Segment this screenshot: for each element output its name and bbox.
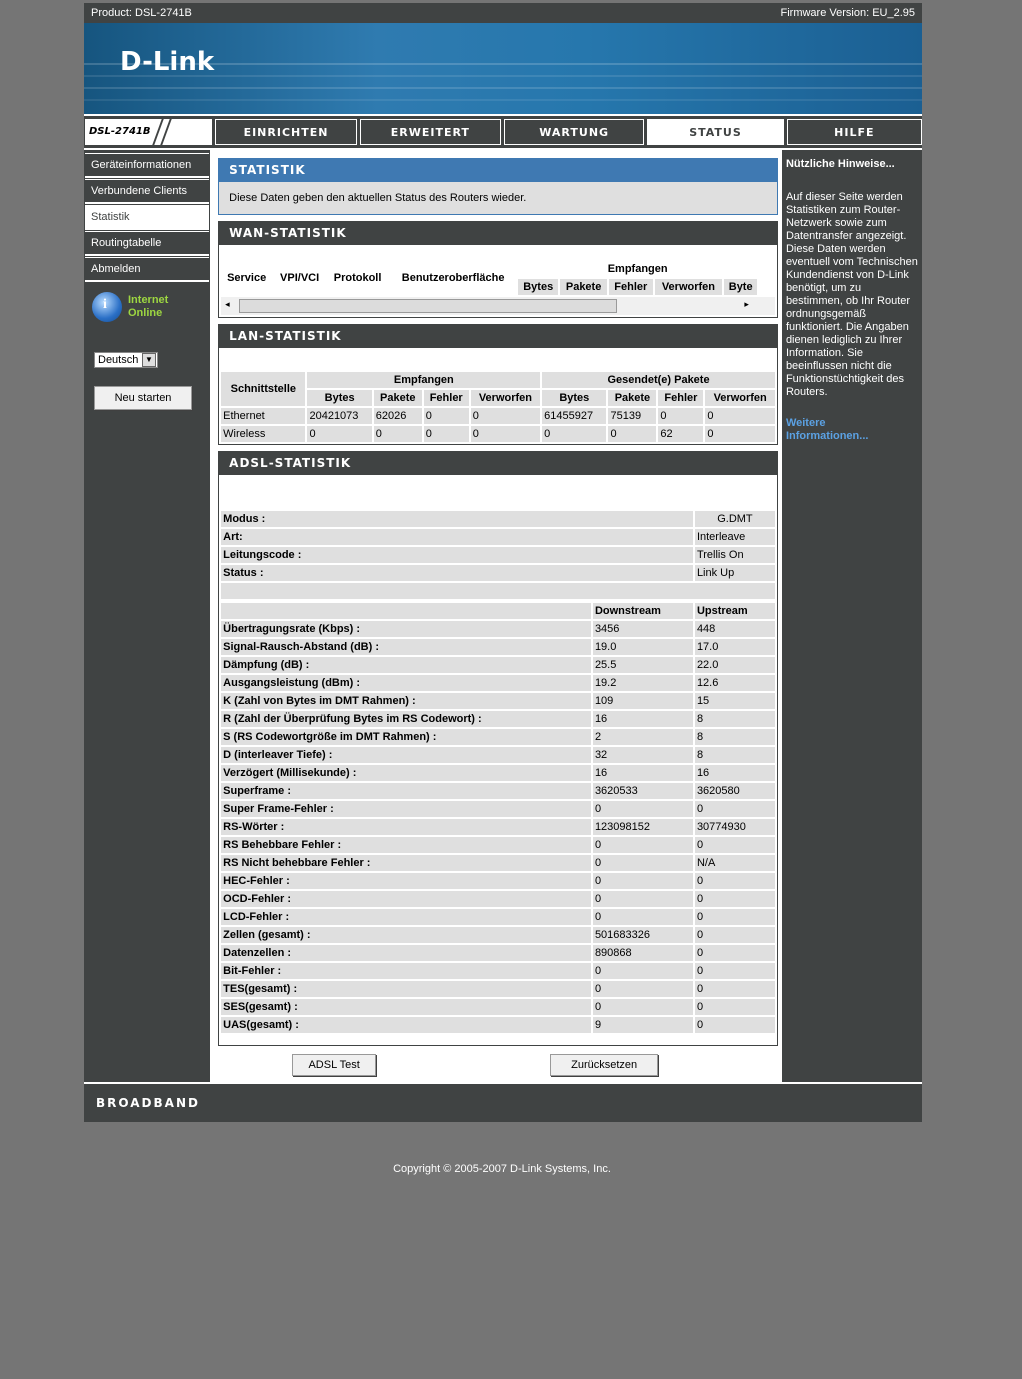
adsl-test-button[interactable]: ADSL Test [292,1054,376,1076]
adsl-stat-up: 0 [695,909,775,925]
sidebar-item-abmelden[interactable]: Abmelden [85,257,209,282]
adsl-stat-up: 8 [695,747,775,763]
lan-cell: 0 [705,408,775,424]
adsl-stat-label: Ausgangsleistung (dBm) : [221,675,591,691]
table-row [221,511,775,527]
top-bar [84,3,922,23]
restart-button[interactable]: Neu starten [94,386,192,410]
adsl-info-label: Modus : [221,511,693,527]
adsl-stat-label: S (RS Codewortgröße im DMT Rahmen) : [221,729,591,745]
tab-einrichten[interactable]: EINRICHTEN [215,119,356,145]
adsl-stat-down: 0 [593,837,693,853]
table-row [221,801,775,817]
adsl-stat-down: 3620533 [593,783,693,799]
table-row [221,855,775,871]
lan-cell: 0 [471,408,540,424]
reset-button[interactable]: Zurücksetzen [550,1054,658,1076]
adsl-stat-up: 0 [695,837,775,853]
footer-brand: BROADBAND [84,1082,922,1122]
adsl-info-label: Status : [221,565,693,581]
tab-wartung[interactable]: WARTUNG [504,119,644,145]
wan-sub-byte: Byte [724,279,757,295]
table-row [221,909,775,925]
adsl-stat-down: 19.0 [593,639,693,655]
adsl-stat-up: 0 [695,1017,775,1033]
adsl-stat-label: HEC-Fehler : [221,873,591,889]
lan-sub: Bytes [307,390,371,406]
table-row [221,547,775,563]
adsl-stat-down: 3456 [593,621,693,637]
lan-cell: 0 [658,408,703,424]
adsl-stat-up: 16 [695,765,775,781]
help-title: Nützliche Hinweise... [785,158,895,170]
firmware-label: Firmware Version: EU_2.95 [780,7,915,19]
table-row [221,981,775,997]
adsl-stat-label: RS Behebbare Fehler : [221,837,591,853]
adsl-info-value: G.DMT [695,511,775,527]
adsl-stat-label: OCD-Fehler : [221,891,591,907]
lan-cell: 0 [374,426,422,442]
adsl-info-value: Trellis On [695,547,775,563]
adsl-stat-down: 0 [593,855,693,871]
lan-sub: Bytes [542,390,606,406]
statistik-title: STATISTIK [219,159,777,182]
table-row [221,529,775,545]
sidebar-item-routingtabelle[interactable]: Routingtabelle [85,231,209,256]
adsl-h-up: Upstream [695,603,775,619]
wan-h-empfangen: Empfangen [518,261,757,277]
lan-box [218,324,778,445]
adsl-info-label: Leitungscode : [221,547,693,563]
tab-erweitert[interactable]: ERWEITERT [360,119,501,145]
adsl-stat-up: 8 [695,729,775,745]
adsl-title: ADSL-STATISTIK [219,452,777,475]
lan-h-iface: Schnittstelle [221,372,305,406]
adsl-h-down: Downstream [593,603,693,619]
lan-cell: 0 [307,426,371,442]
copyright: Copyright © 2005-2007 D-Link Systems, Inc. [393,1163,611,1175]
adsl-stat-label: K (Zahl von Bytes im DMT Rahmen) : [221,693,591,709]
table-row [221,783,775,799]
statistik-box [218,158,778,215]
help-text: Auf dieser Seite werden Statistiken zum Router-Netzwerk sowie zum Datentransfer angezeigt. Diese Daten werden eventuell vom Technischen Kundendienst von D-Link benötigt, um zu bestimmen, ob Ihr Router ordnungsgemäß funktioniert. Die Angaben dienen lediglich zu Ihrer Information. Sie beeinflussen nicht die Funktionstüchtigkeit des Routers. [785,191,918,398]
table-row [221,621,775,637]
lan-h-rx: Empfangen [307,372,540,388]
lan-cell: 0 [424,426,469,442]
adsl-stat-down: 0 [593,963,693,979]
table-row [221,1017,775,1033]
table-row [221,639,775,655]
product-label: Product: DSL-2741B [91,7,192,19]
adsl-stat-down: 9 [593,1017,693,1033]
table-row [221,747,775,763]
adsl-stat-label: Datenzellen : [221,945,591,961]
wan-sub-bytes: Bytes [518,279,558,295]
table-row [221,657,775,673]
wan-h-service: Service [221,261,272,295]
adsl-stat-down: 109 [593,693,693,709]
internet-status [92,292,210,322]
adsl-stat-down: 25.5 [593,657,693,673]
adsl-stat-up: 0 [695,891,775,907]
top-nav [84,114,922,150]
sidebar-item-geraeteinformationen[interactable]: Geräteinformationen [85,153,209,178]
adsl-stat-down: 19.2 [593,675,693,691]
adsl-stat-up: N/A [695,855,775,871]
adsl-stat-label: UAS(gesamt) : [221,1017,591,1033]
lan-cell: 62 [658,426,703,442]
adsl-box [218,451,778,1046]
lan-title: LAN-STATISTIK [219,325,777,348]
language-select[interactable] [94,352,158,368]
adsl-stat-down: 123098152 [593,819,693,835]
adsl-stat-down: 0 [593,891,693,907]
adsl-stat-up: 0 [695,873,775,889]
adsl-stat-down: 0 [593,873,693,889]
adsl-stat-label: SES(gesamt) : [221,999,591,1015]
adsl-stat-down: 16 [593,765,693,781]
adsl-buttons [218,1052,778,1082]
table-row [221,408,775,424]
adsl-stat-label: TES(gesamt) : [221,981,591,997]
lan-cell: 62026 [374,408,422,424]
lan-h-tx: Gesendet(e) Pakete [542,372,775,388]
adsl-stat-label: Übertragungsrate (Kbps) : [221,621,591,637]
table-row [221,711,775,727]
adsl-stat-label: Zellen (gesamt) : [221,927,591,943]
statistik-intro: Diese Daten geben den aktuellen Status des Routers wieder. [219,182,777,214]
wan-h-protokoll: Protokoll [327,261,388,295]
online-label: Online [128,307,163,319]
wan-h-vpi: VPI/VCI [274,261,325,295]
adsl-stat-label: Signal-Rausch-Abstand (dB) : [221,639,591,655]
table-row [221,963,775,979]
wan-sub-fehler: Fehler [609,279,653,295]
adsl-stats-table [219,601,777,1035]
lan-cell: Ethernet [221,408,305,424]
scroll-left-icon[interactable]: ◂ [225,299,230,309]
adsl-stat-label: RS Nicht behebbare Fehler : [221,855,591,871]
page-container [84,3,922,1122]
model-badge [85,119,212,145]
lan-sub: Fehler [658,390,703,406]
adsl-stat-down: 0 [593,981,693,997]
sidebar-item-statistik[interactable]: Statistik [85,205,209,230]
internet-label: Internet [128,294,169,306]
globe-info-icon: i [92,292,122,322]
banner [84,23,922,114]
wan-horizontal-scrollbar[interactable] [221,297,775,315]
table-row [221,999,775,1015]
adsl-stat-up: 0 [695,999,775,1015]
lan-cell: 75139 [608,408,656,424]
dlink-logo: D-Link [120,47,215,77]
adsl-info-value: Link Up [695,565,775,581]
lan-sub: Fehler [424,390,469,406]
table-row [221,426,775,442]
language-value: Deutsch [98,354,139,366]
adsl-stat-label: Superframe : [221,783,591,799]
lan-cell: 0 [471,426,540,442]
adsl-stat-down: 32 [593,747,693,763]
wan-sub-verworfen: Verworfen [655,279,723,295]
wan-sub-pakete: Pakete [560,279,607,295]
wan-title: WAN-STATISTIK [219,222,777,245]
adsl-stat-down: 0 [593,801,693,817]
lan-cell: 0 [608,426,656,442]
content-area [210,150,782,1082]
scroll-thumb[interactable] [239,299,617,313]
table-row [221,819,775,835]
adsl-stat-up: 3620580 [695,783,775,799]
chevron-down-icon: ▼ [142,353,156,367]
lan-cell: Wireless [221,426,305,442]
adsl-stat-up: 12.6 [695,675,775,691]
adsl-stat-down: 0 [593,999,693,1015]
table-row [221,693,775,709]
adsl-info-value: Interleave [695,529,775,545]
lan-sub: Verworfen [705,390,775,406]
adsl-stat-up: 17.0 [695,639,775,655]
help-panel [782,150,922,1082]
adsl-stat-up: 0 [695,927,775,943]
table-row [221,729,775,745]
lan-cell: 0 [705,426,775,442]
adsl-stat-down: 501683326 [593,927,693,943]
more-info-link[interactable] [786,417,918,443]
adsl-stat-up: 448 [695,621,775,637]
model-label: DSL-2741B [89,126,151,137]
table-row [221,945,775,961]
adsl-stat-up: 8 [695,711,775,727]
adsl-info-label: Art: [221,529,693,545]
adsl-stat-label: Super Frame-Fehler : [221,801,591,817]
table-row [221,891,775,907]
adsl-stat-label: LCD-Fehler : [221,909,591,925]
table-row [221,565,775,581]
table-row [221,873,775,889]
adsl-stat-up: 0 [695,801,775,817]
sidebar [84,150,210,1082]
adsl-stat-up: 30774930 [695,819,775,835]
lan-sub: Verworfen [471,390,540,406]
table-row [221,927,775,943]
adsl-stat-label: Dämpfung (dB) : [221,657,591,673]
adsl-stat-up: 22.0 [695,657,775,673]
adsl-stat-down: 16 [593,711,693,727]
adsl-stat-up: 15 [695,693,775,709]
adsl-stat-down: 0 [593,909,693,925]
wan-h-ui: Benutzeroberfläche [390,261,516,295]
adsl-stat-label: Verzögert (Millisekunde) : [221,765,591,781]
adsl-stat-label: D (interleaver Tiefe) : [221,747,591,763]
adsl-stat-label: Bit-Fehler : [221,963,591,979]
table-row [221,765,775,781]
scroll-right-icon[interactable]: ▸ [744,299,749,309]
lan-cell: 0 [424,408,469,424]
adsl-stat-label: R (Zahl der Überprüfung Bytes im RS Codewort) : [221,711,591,727]
lan-sub: Pakete [608,390,656,406]
lan-cell: 0 [542,426,606,442]
sidebar-item-verbundene-clients[interactable]: Verbundene Clients [85,179,209,204]
adsl-info-table [219,509,777,601]
lan-sub: Pakete [374,390,422,406]
adsl-stat-up: 0 [695,963,775,979]
lan-cell: 61455927 [542,408,606,424]
adsl-stat-up: 0 [695,981,775,997]
table-row [221,837,775,853]
adsl-stat-label: RS-Wörter : [221,819,591,835]
tab-status[interactable]: STATUS [647,119,783,145]
adsl-stat-up: 0 [695,945,775,961]
more-info-line1: Weitere [785,417,826,429]
table-row [221,675,775,691]
tab-hilfe[interactable]: HILFE [787,119,922,145]
lan-table [219,370,777,444]
more-info-line2: Informationen... [785,430,869,442]
wan-box [218,221,778,318]
adsl-stat-down: 2 [593,729,693,745]
wan-table [219,259,759,297]
lan-cell: 20421073 [307,408,371,424]
adsl-stat-down: 890868 [593,945,693,961]
